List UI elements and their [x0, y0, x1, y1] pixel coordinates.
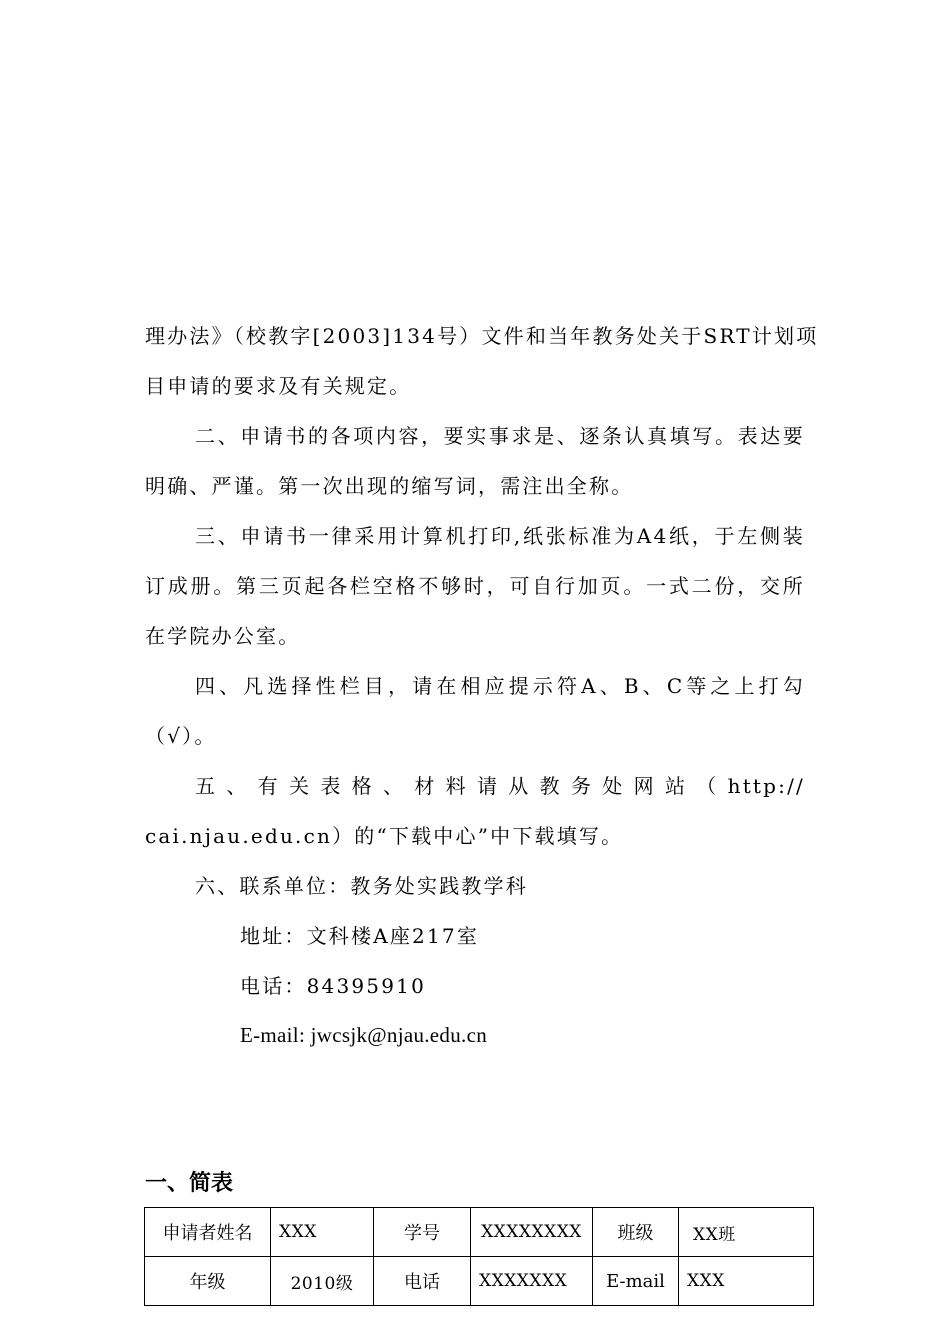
- table-cell-label: 年级: [145, 1257, 271, 1306]
- table-row: [145, 1208, 814, 1257]
- instruction-line: （√）。: [145, 724, 217, 748]
- instruction-line: 理办法》（校教字[2003]134号）文件和当年教务处关于SRT计划项: [145, 324, 819, 348]
- section-title: 一、简表: [145, 1171, 234, 1196]
- table-row: [145, 1257, 814, 1306]
- table-cell-value: XX班: [679, 1208, 814, 1257]
- instruction-item-5: 五、有关表格、材料请从教务处网站（http://: [195, 774, 805, 798]
- contact-phone: 电话：84395910: [240, 974, 426, 998]
- table-cell-label: 电话: [374, 1257, 471, 1306]
- summary-table: [144, 1207, 814, 1306]
- instruction-line: 在学院办公室。: [145, 624, 301, 648]
- contact-address: 地址：文科楼A座217室: [240, 924, 480, 948]
- instruction-line: 目申请的要求及有关规定。: [145, 374, 412, 398]
- table-cell-value: XXXXXXXX: [471, 1208, 593, 1257]
- table-cell-label: 班级: [593, 1208, 679, 1257]
- table-cell-value: XXX: [271, 1208, 374, 1257]
- instruction-line: cai.njau.edu.cn）的“下载中心”中下载填写。: [145, 824, 624, 848]
- instruction-item-3: 三、申请书一律采用计算机打印,纸张标准为A4纸，于左侧装: [195, 524, 805, 548]
- table-cell-value: 2010级: [271, 1257, 374, 1306]
- table-cell-label: E-mail: [593, 1257, 679, 1306]
- table-cell-value: XXXXXXX: [471, 1257, 593, 1306]
- instruction-item-4: 四、凡选择性栏目，请在相应提示符A、B、C等之上打勾: [195, 674, 805, 698]
- contact-email: E-mail: jwcsjk@njau.edu.cn: [240, 1023, 487, 1047]
- instruction-item-6: 六、联系单位：教务处实践教学科: [195, 874, 528, 898]
- table-cell-label: 申请者姓名: [145, 1208, 271, 1257]
- instruction-line: 订成册。第三页起各栏空格不够时，可自行加页。一式二份，交所: [145, 574, 805, 598]
- instruction-item-2: 二、申请书的各项内容，要实事求是、逐条认真填写。表达要: [195, 424, 805, 448]
- table-cell-value: XXX: [679, 1257, 814, 1306]
- instruction-line: 明确、严谨。第一次出现的缩写词，需注出全称。: [145, 474, 634, 498]
- table-cell-label: 学号: [374, 1208, 471, 1257]
